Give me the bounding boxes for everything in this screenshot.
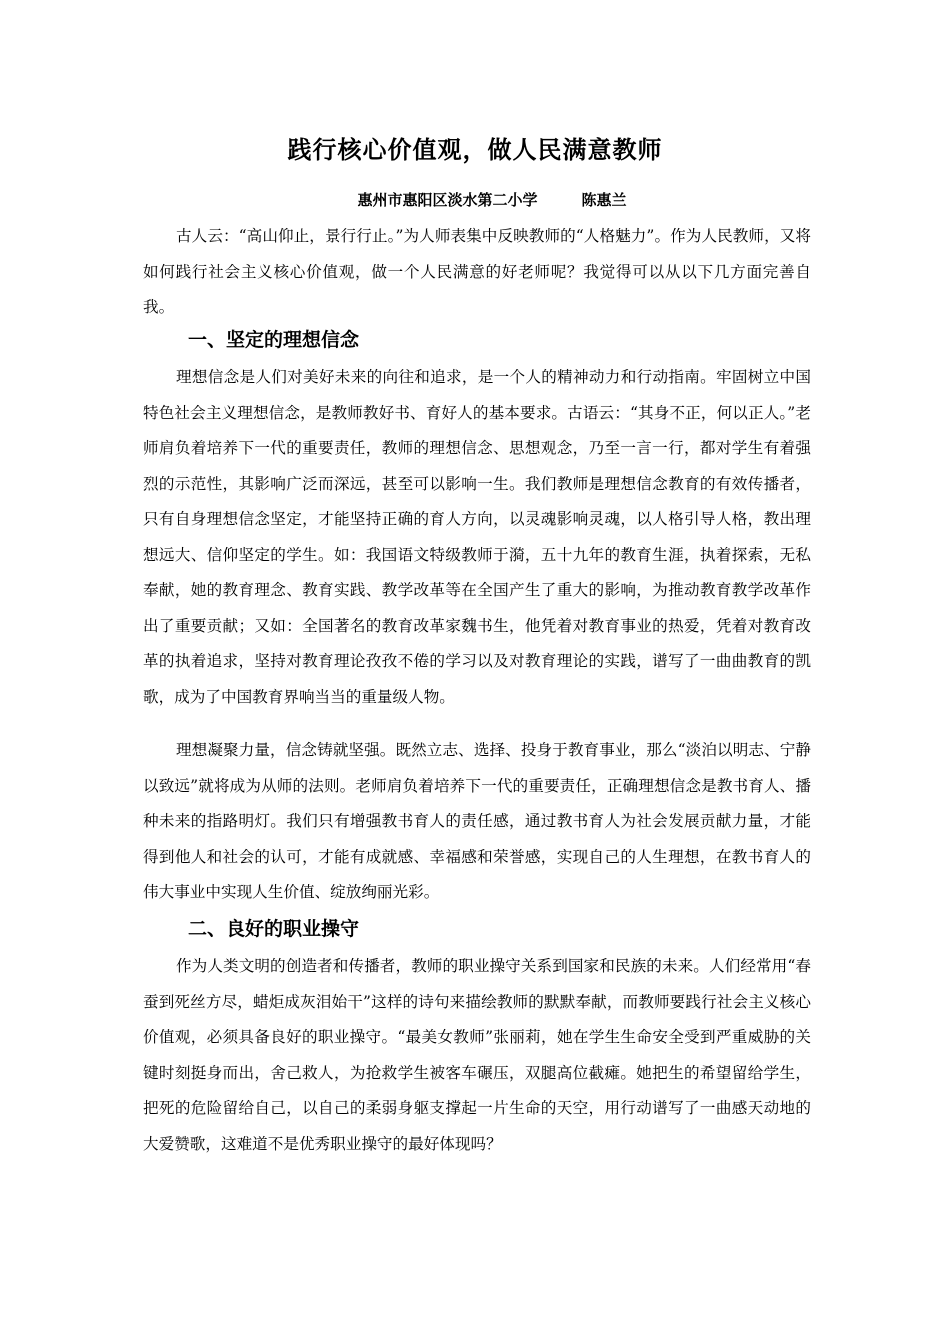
document-title: 践行核心价值观，做人民满意教师 (287, 136, 663, 164)
author-school: 惠州市惠阳区淡水第二小学 (357, 191, 538, 209)
section-heading-2: 二、良好的职业操守 (188, 918, 360, 940)
section-heading-1: 一、坚定的理想信念 (188, 329, 360, 351)
section-2-paragraph-1: 作为人类文明的创造者和传播者，教师的职业操守关系到国家和民族的未来。人们经常用“春蚕到死丝方尽，蜡炬成灰泪始干”这样的诗句来描绘教师的默默奉献，而教师要践行社会主义核心价值观，必须具备良好的职业操守。“最美女教师”张丽莉，她在学生生命安全受到严重威胁的关键时刻挺身而出，舍己救人，为抢救学生被客车碾压，双腿高位截瘫。她把生的希望留给学生，把死的危险留给自己，以自己的柔弱身躯支撑起一片生命的天空，用行动谱写了一曲感天动地的大爱赞歌，这难道不是优秀职业操守的最好体现吗？ (143, 957, 811, 1153)
section-1-paragraph-2: 理想凝聚力量，信念铸就坚强。既然立志、选择、投身于教育事业，那么“淡泊以明志、宁静以致远”就将成为从师的法则。老师肩负着培养下一代的重要责任，正确理想信念是教书育人、播种未来的指路明灯。我们只有增强教书育人的责任感，通过教书育人为社会发展贡献力量，才能得到他人和社会的认可，才能有成就感、幸福感和荣誉感，实现自己的人生理想，在教书育人的伟大事业中实现人生价值、绽放绚丽光彩。 (143, 741, 811, 901)
author-name: 陈惠兰 (581, 191, 627, 209)
section-1-paragraph-1: 理想信念是人们对美好未来的向往和追求，是一个人的精神动力和行动指南。牢固树立中国特色社会主义理想信念，是教师教好书、育好人的基本要求。古语云：“其身不正，何以正人。”老师肩负着培养下一代的重要责任，教师的理想信念、思想观念，乃至一言一行，都对学生有着强烈的示范性，其影响广泛而深远，甚至可以影响一生。我们教师是理想信念教育的有效传播者，只有自身理想信念坚定，才能坚持正确的育人方向，以灵魂影响灵魂，以人格引导人格，教出理想远大、信仰坚定的学生。如：我国语文特级教师于漪，五十九年的教育生涯，执着探索，无私奉献，她的教育理念、教育实践、教学改革等在全国产生了重大的影响，为推动教育教学改革作出了重要贡献；又如：全国著名的教育改革家魏书生，他凭着对教育事业的热爱，凭着对教育改革的执着追求，坚持对教育理论孜孜不倦的学习以及对教育理论的实践，谱写了一曲曲教育的凯歌，成为了中国教育界响当当的重量级人物。 (143, 368, 811, 706)
intro-paragraph: 古人云：“高山仰止，景行行止。”为人师表集中反映教师的“人格魅力”。作为人民教师，又将如何践行社会主义核心价值观，做一个人民满意的好老师呢？我觉得可以从以下几方面完善自我。 (143, 227, 811, 316)
author-line (0, 189, 950, 211)
